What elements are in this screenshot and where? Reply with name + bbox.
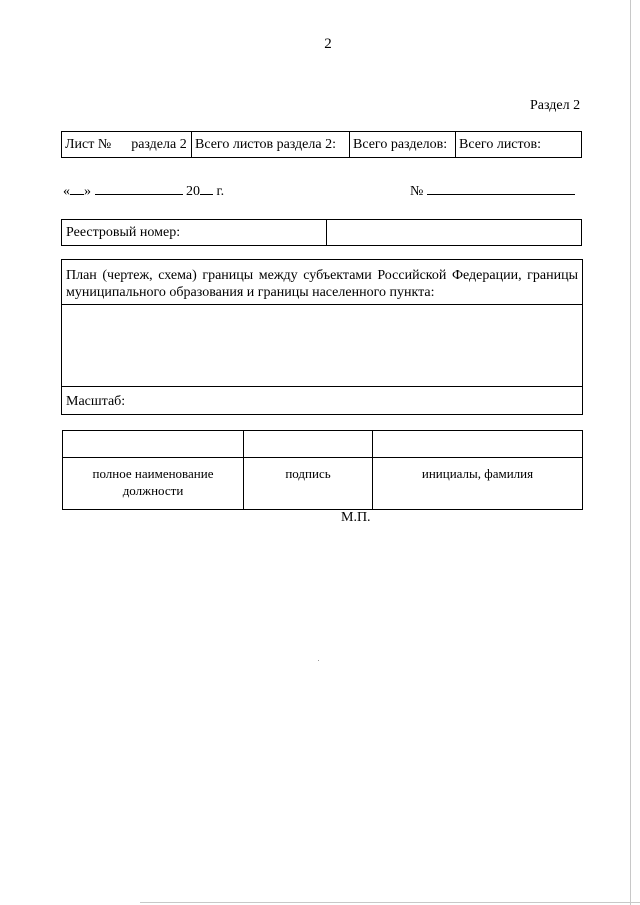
total-section-sheets-cell: [192, 132, 350, 158]
day-blank: [70, 181, 84, 195]
document-number-line: [410, 181, 575, 200]
total-sheets-label: Всего листов:: [459, 136, 541, 152]
plan-divider: [62, 304, 582, 305]
plan-box: [61, 259, 583, 415]
stamp-label: М.П.: [341, 510, 371, 525]
scan-speck: [318, 660, 319, 661]
year-suffix: г.: [216, 184, 225, 199]
date-close-quote: »: [84, 184, 91, 199]
registry-label-cell: [62, 220, 327, 246]
total-sections-label: Всего разделов:: [353, 136, 448, 152]
plan-divider: [62, 386, 582, 387]
number-label: №: [410, 184, 424, 199]
year-prefix: 20: [186, 184, 200, 199]
date-line: [63, 181, 224, 200]
position-caption: полное наименование должности: [92, 466, 214, 498]
page-edge: [630, 0, 631, 905]
total-sections-cell: [350, 132, 456, 158]
sheet-number-label: Лист №: [65, 136, 112, 152]
position-caption-cell: [63, 458, 244, 510]
signature-caption: подпись: [285, 466, 331, 481]
year-blank: [200, 181, 213, 195]
sheet-of-section-label: раздела 2: [131, 136, 187, 152]
page-edge: [140, 902, 640, 903]
registry-value-cell: [327, 220, 582, 246]
signature-field: [244, 431, 373, 458]
position-field: [63, 431, 244, 458]
total-sheets-cell: [456, 132, 582, 158]
sheet-number-cell: [62, 132, 192, 158]
registry-table: [61, 219, 582, 246]
sheet-header-table: [61, 131, 582, 158]
page-number: 2: [324, 36, 332, 52]
name-caption: инициалы, фамилия: [421, 466, 534, 481]
scale-label: Масштаб:: [66, 394, 126, 409]
plan-title: План (чертеж, схема) границы между субъектами Российской Федерации, границы муниципального образования и границы населенного пункта:: [66, 268, 578, 300]
number-blank: [427, 181, 575, 195]
registry-label: Реестровый номер:: [66, 224, 181, 240]
name-caption-cell: [373, 458, 583, 510]
signature-table: [62, 430, 583, 510]
section-label: Раздел 2: [530, 98, 581, 113]
signature-caption-cell: [244, 458, 373, 510]
total-section-sheets-label: Всего листов раздела 2:: [195, 136, 336, 152]
date-open-quote: «: [63, 184, 70, 199]
month-blank: [95, 181, 183, 195]
name-field: [373, 431, 583, 458]
